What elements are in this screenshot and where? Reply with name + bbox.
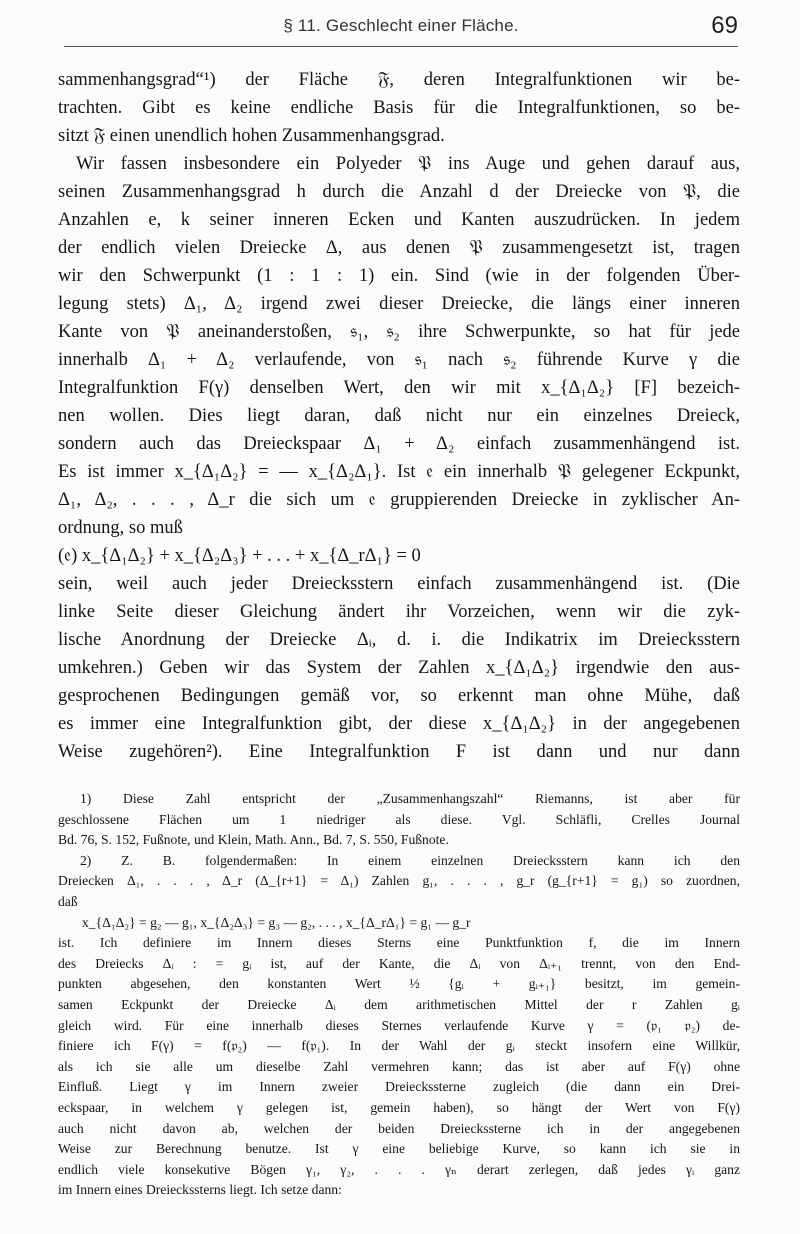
body-line: gesprochenen Bedingungen gemäß vor, so erkennt man ohne Mühe, daß — [58, 686, 740, 706]
footnote-line: 2) Z. B. folgendermaßen: In einem einzelnen Dreiecksstern kann ich den — [80, 852, 740, 868]
body-line: Es ist immer x_{Δ₁Δ₂} = — x_{Δ₂Δ₁}. Ist 𝔢 ein innerhalb 𝔓 gelegener Eckpunkt, — [58, 462, 740, 482]
body-line: Kante von 𝔓 aneinanderstoßen, 𝔰₁, 𝔰₂ ihre Schwerpunkte, so hat für jede — [58, 322, 740, 342]
footnote-line: finiere ich F(γ) = f(𝔭₂) — f(𝔭₁). In der Wahl der gᵢ steckt insofern eine Willkür, — [58, 1038, 740, 1054]
body-line: innerhalb Δ₁ + Δ₂ verlaufende, von 𝔰₁ nach 𝔰₂ führende Kurve γ die — [58, 350, 740, 370]
footnotes — [58, 789, 740, 1201]
body-line: Wir fassen insbesondere ein Polyeder 𝔓 ins Auge und gehen darauf aus, — [76, 154, 740, 174]
body-line: sondern auch das Dreieckspaar Δ₁ + Δ₂ einfach zusammenhängend ist. — [58, 434, 740, 454]
body-line: trachten. Gibt es keine endliche Basis für die Integralfunktionen, so be- — [58, 98, 740, 118]
body-text — [58, 66, 740, 766]
body-line: es immer eine Integralfunktion gibt, der diese x_{Δ₁Δ₂} in der angegebenen — [58, 714, 740, 734]
footnote-line: Dreiecken Δ₁, . . . , Δ_r (Δ_{r+1} = Δ₁) Zahlen g₁, . . . , g_r (g_{r+1} = g₁) so zuordnen, — [58, 873, 740, 889]
footnote-line: punkten abgesehen, den konstanten Wert ½ {gᵢ + gᵢ₊₁} besitzt, im gemein- — [58, 976, 740, 992]
body-line: legung stets) Δ₁, Δ₂ irgend zwei dieser Dreiecke, die längs einer inneren — [58, 294, 740, 314]
equation-line: (𝔢) x_{Δ₁Δ₂} + x_{Δ₂Δ₃} + . . . + x_{Δ_rΔ₁} = 0 — [58, 546, 421, 566]
body-line: seinen Zusammenhangsgrad h durch die Anzahl d der Dreiecke von 𝔓, die — [58, 182, 740, 202]
body-line: Weise zugehören²). Eine Integralfunktion F ist dann und nur dann — [58, 742, 740, 762]
body-line: Integralfunktion F(γ) denselben Wert, den wir mit x_{Δ₁Δ₂} [F] bezeich- — [58, 378, 740, 398]
footnote-line: 1) Diese Zahl entspricht der „Zusammenhangszahl“ Riemanns, ist aber für — [80, 791, 740, 806]
footnote-line: endlich viele konsekutive Bögen γ₁, γ₂, . . . γₙ derart zerlegen, daß jedes γᵢ ganz — [58, 1161, 740, 1177]
footnote-line: geschlossene Flächen um 1 niedriger als diese. Vgl. Schläfli, Crelles Journal — [58, 811, 740, 827]
page-number: 69 — [711, 12, 738, 39]
footnote-line: auch nicht davon ab, welchen der beiden Dreieckssterne ich in der angegebenen — [58, 1120, 740, 1136]
body-line: linke Seite dieser Gleichung ändert ihr Vorzeichen, wenn wir die zyk- — [58, 602, 740, 622]
footnote-line: im Innern eines Dreieckssterns liegt. Ich setze dann: — [58, 1182, 342, 1198]
footnote-line: daß — [58, 893, 78, 909]
footnote-line: ist. Ich definiere im Innern dieses Sterns eine Punktfunktion f, die im Innern — [58, 935, 740, 951]
body-line: ordnung, so muß — [58, 518, 183, 538]
footnote-line: Bd. 76, S. 152, Fußnote, und Klein, Math. Ann., Bd. 7, S. 550, Fußnote. — [58, 832, 449, 848]
footnote-line: samen Eckpunkt der Dreiecke Δᵢ dem arithmetischen Mittel der r Zahlen gᵢ — [58, 996, 740, 1012]
body-line: lische Anordnung der Dreiecke Δᵢ, d. i. die Indikatrix im Dreiecksstern — [58, 630, 740, 650]
footnote-line: gleich wird. Für eine innerhalb dieses Sternes verlaufende Kurve γ = (𝔭₁ 𝔭₂) de- — [58, 1017, 740, 1033]
footnote-line: Weise zur Berechnung benutze. Ist γ eine beliebige Kurve, so kann ich sie in — [58, 1141, 740, 1157]
body-line: umkehren.) Geben wir das System der Zahlen x_{Δ₁Δ₂} irgendwie den aus- — [58, 658, 740, 678]
footnote-line: des Dreiecks Δᵢ : = gᵢ ist, auf der Kante, die Δᵢ von Δᵢ₊₁ trennt, von den End- — [58, 955, 740, 971]
body-line: nen wollen. Dies liegt daran, daß nicht nur ein einzelnes Dreieck, — [58, 406, 740, 426]
page-header — [64, 12, 738, 47]
body-line: der endlich vielen Dreiecke Δ, aus denen 𝔓 zusammengesetzt ist, tragen — [58, 238, 740, 258]
footnote-line: eckspaar, in welchem γ gelegen ist, gemein haben), so hängt der Wert von F(γ) — [58, 1099, 740, 1115]
body-line: sitzt 𝔉 einen unendlich hohen Zusammenhangsgrad. — [58, 126, 445, 146]
footnote-line: Einfluß. Liegt γ im Innern zweier Dreieckssterne zugleich (die dann ein Drei- — [58, 1079, 740, 1095]
body-line: sammenhangsgrad“¹) der Fläche 𝔉, deren Integralfunktionen wir be- — [58, 70, 740, 90]
body-line: wir den Schwerpunkt (1 : 1 : 1) ein. Sind (wie in der folgenden Über- — [58, 266, 740, 286]
body-line: Δ₁, Δ₂, . . . , Δ_r die sich um 𝔢 gruppierenden Dreiecke in zyklischer An- — [58, 490, 740, 510]
running-title: § 11. Geschlecht einer Fläche. — [283, 16, 519, 35]
body-line: sein, weil auch jeder Dreiecksstern einfach zusammenhängend ist. (Die — [58, 574, 740, 594]
footnote-equation: x_{Δ₁Δ₂} = g₂ — g₁, x_{Δ₂Δ₃} = g₃ — g₂, . . . , x_{Δ_rΔ₁} = g₁ — g_r — [82, 914, 471, 930]
footnote-line: als ich sie alle um dieselbe Zahl vermehren kann; das ist aber auf F(γ) ohne — [58, 1058, 740, 1074]
body-line: Anzahlen e, k seiner inneren Ecken und Kanten auszudrücken. In jedem — [58, 210, 740, 230]
